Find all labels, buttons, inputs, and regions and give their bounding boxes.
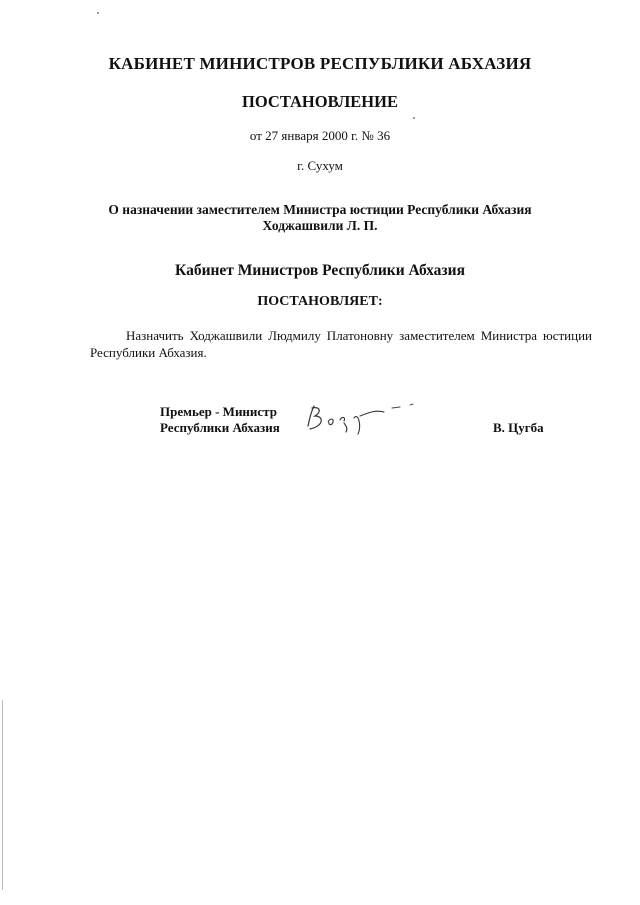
- decree-body-text: Назначить Ходжашвили Людмилу Платоновну заместителем Министра юстиции Республики Абхазия.: [90, 328, 592, 360]
- signer-name: В. Цугба: [493, 420, 544, 435]
- document-type-heading: ПОСТАНОВЛЕНИЕ: [242, 92, 398, 111]
- scan-speck: [97, 12, 99, 14]
- signer-title-line-2: Республики Абхазия: [160, 420, 280, 435]
- subject-line-1: О назначении заместителем Министра юстиции Республики Абхазия: [108, 202, 532, 217]
- organization-title: КАБИНЕТ МИНИСТРОВ РЕСПУБЛИКИ АБХАЗИЯ: [108, 54, 532, 73]
- subject-line-2: Ходжашвили Л. П.: [262, 218, 378, 233]
- document-subject: [0, 202, 640, 234]
- decree-word: ПОСТАНОВЛЯЕТ:: [257, 294, 383, 309]
- handwritten-signature: [300, 396, 440, 440]
- scan-speck: [413, 117, 415, 119]
- decree-body: [90, 327, 592, 361]
- document-city: г. Сухум: [297, 158, 343, 173]
- signer-title: [160, 404, 280, 436]
- issuer-heading: Кабинет Министров Республики Абхазия: [175, 262, 465, 279]
- scan-edge-line: [2, 700, 3, 890]
- document-date-number: от 27 января 2000 г. № 36: [249, 128, 391, 143]
- signer-title-line-1: Премьер - Министр: [160, 404, 277, 419]
